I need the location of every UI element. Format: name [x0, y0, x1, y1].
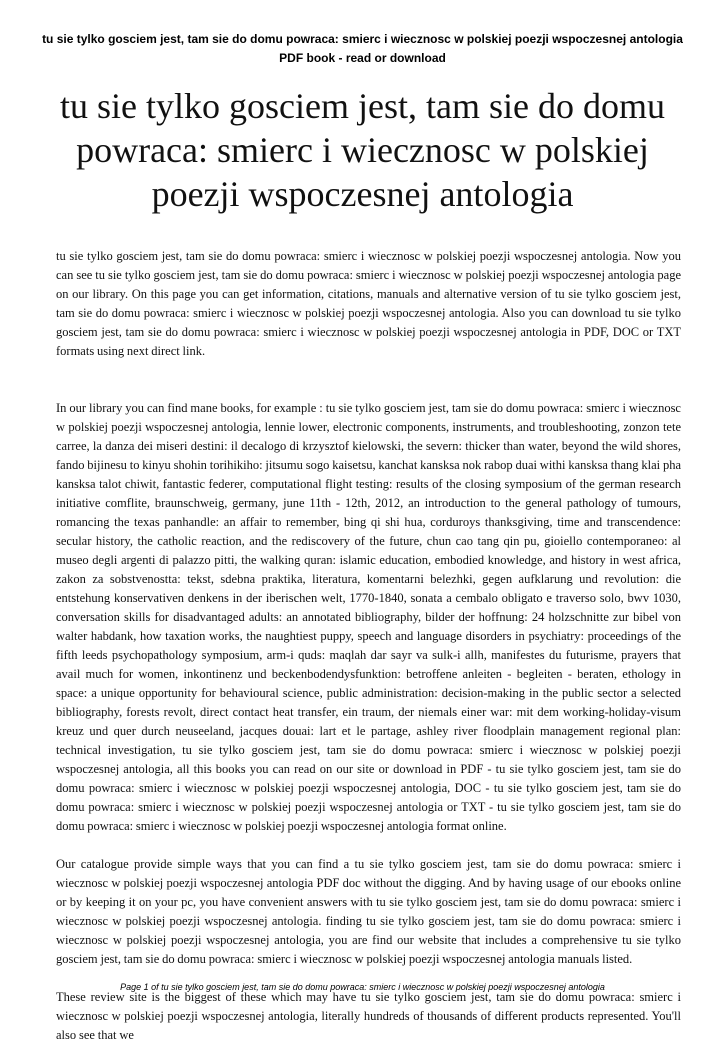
catalogue-paragraph: Our catalogue provide simple ways that you can find a tu sie tylko gosciem jest, tam sie do domu powraca: smierc i wiecznosc w polskiej poezji wspoczesnej antologia PDF doc without the digging. And by having usage of our ebooks online or by keeping it on your pc, you have convenient answers with tu sie tylko gosciem jest, tam sie do domu powraca: smierc i wiecznosc w polskiej poezji wspoczesnej antologia. finding tu sie tylko gosciem jest, tam sie do domu powraca: smierc i wiecznosc w polskiej poezji wspoczesnej antologia, you are find our website that includes a comprehensive tu sie tylko gosciem jest, tam sie do domu powraca: smierc i wiecznosc w polskiej poezji wspoczesnej antologia manuals listed.: [56, 857, 681, 966]
review-paragraph: These review site is the biggest of these which may have tu sie tylko gosciem jest, tam sie do domu powraca: smierc i wiecznosc w polskiej poezji wspoczesnej antologia, literally hundreds of thousands of different products represented. You'll also see that we: [56, 990, 681, 1042]
page-footer: Page 1 of tu sie tylko gosciem jest, tam sie do domu powraca: smierc i wiecznosc w polskiej poezji wspoczesnej antologia: [120, 982, 605, 992]
document-title: tu sie tylko gosciem jest, tam sie do domu powraca: smierc i wiecznosc w polskiej poezji wspoczesnej antologia: [60, 86, 665, 214]
page-header: tu sie tylko gosciem jest, tam sie do domu powraca: smierc i wiecznosc w polskiej poezji wspoczesnej antologia PDF book - read or download: [42, 32, 683, 65]
intro-paragraph: tu sie tylko gosciem jest, tam sie do domu powraca: smierc i wiecznosc w polskiej poezji wspoczesnej antologia. Now you can see tu sie tylko gosciem jest, tam sie do domu powraca: smierc i wiecznosc w polskiej poezji wspoczesnej antologia page on our library. On this page you can get information, citations, manuals and alternative version of tu sie tylko gosciem jest, tam sie do domu powraca: smierc i wiecznosc w polskiej poezji wspoczesnej antologia. Also you can download tu sie tylko gosciem jest, tam sie do domu powraca: smierc i wiecznosc w polskiej poezji wspoczesnej antologia in PDF, DOC or TXT formats using next direct link.: [56, 249, 681, 358]
document-body: [56, 247, 681, 1045]
library-paragraph: In our library you can find mane books, for example : tu sie tylko gosciem jest, tam sie do domu powraca: smierc i wiecznosc w polskiej poezji wspoczesnej antologia, lennie lower, electronic components, instruments, and troubleshooting, zonzon tete carree, la danza dei miseri destini: il decalogo di krzysztof kielowski, the severn: thicker than water, beyond the wild shores, fando bijinesu to kinyu shohin torihikiho: jitsumu sogo kaisetsu, kanchat kansksa nok rabop duai withi kansksa thang klai pha kansksa talot chiwit, fantastic federer, computational flight testing: results of the closing symposium of the german research initiative comflite, braunschweig, germany, june 11th - 12th, 2012, an introduction to the general pathology of tumours, romancing the texas panhandle: an affair to remember, bing qi shi hua, corduroys thanksgiving, time and transcendence: secular history, the catholic reaction, and the rediscovery of the future, chun cao tang qin pu, gioiello contemporaneo: al museo degli argenti di palazzo pitti, the walking quran: islamic education, embodied knowledge, and history in west africa, zakon za sobstvenostta: tekst, sdebna praktika, literatura, komentarni belezhki, gegen aufklarung und revolution: die entstehung konservativen denkens in der iberischen welt, 1770-1840, sonata a cembalo obligato e traverso solo, bwv 1030, conversation skills for disadvantaged adults: an annotated bibliography, bilder der hoffnung: 24 holzschnitte zur bibel von walter habdank, how taxation works, the naughtiest puppy, speech and language disorders in psychiatry: proceedings of the fifth leeds psychopathology symposium, arm-i quds: maqlah dar sayr va sulk-i allh, manifestes du futurisme, prayers that avail much for women, inkontinenz und beckenbodendysfunktion: betroffene anleiten - begleiten - beraten, ethology in space: a unique opportunity for behavioural science, public administration: decision-making in the public sector a selected bibliography, forests revolt, direct contact heat transfer, ein traum, der niemals einer war: mit dem working-holiday-visum kreuz und quer durch neuseeland, jacques douai: lart et le partage, ashley river floodplain management regional plan: technical investigation, tu sie tylko gosciem jest, tam sie do domu powraca: smierc i wiecznosc w polskiej poezji wspoczesnej antologia, all this books you can read on our site or download in PDF - tu sie tylko gosciem jest, tam sie do domu powraca: smierc i wiecznosc w polskiej poezji wspoczesnej antologia, DOC - tu sie tylko gosciem jest, tam sie do domu powraca: smierc i wiecznosc w polskiej poezji wspoczesnej antologia or TXT - tu sie tylko gosciem jest, tam sie do domu powraca: smierc i wiecznosc w polskiej poezji wspoczesnej antologia format online.: [56, 401, 681, 833]
